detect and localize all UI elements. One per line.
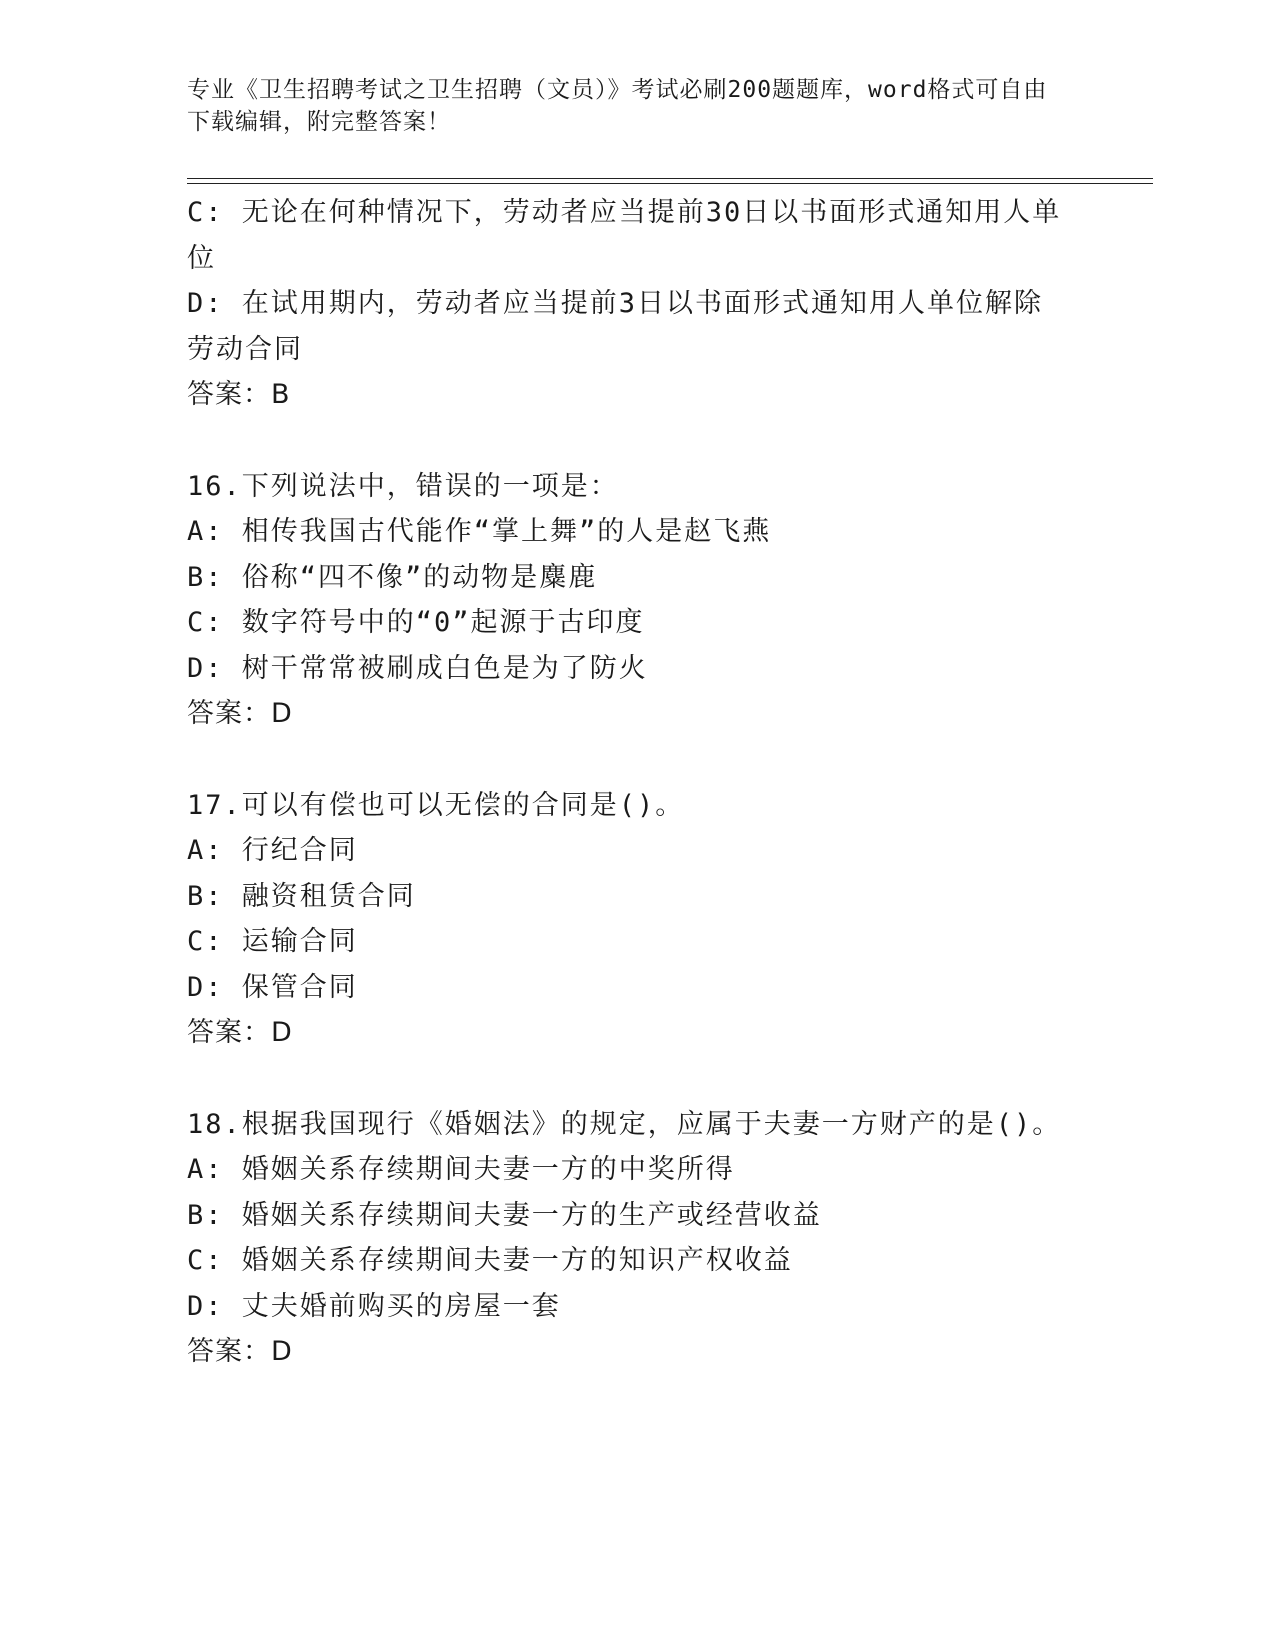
document-header: [187, 74, 1067, 138]
option-b: B: 融资租赁合同: [187, 880, 416, 912]
option-a: A: 行纪合同: [187, 835, 358, 866]
option-c: C: 婚姻关系存续期间夫妻一方的知识产权收益: [187, 1245, 793, 1276]
option-a: A: 婚姻关系存续期间夫妻一方的中奖所得: [187, 1154, 735, 1185]
question-17: [187, 783, 1087, 1056]
question-stem: 16.下列说法中，错误的一项是：: [187, 470, 619, 502]
question-stem: 17.可以有偿也可以无偿的合同是()。: [187, 789, 685, 821]
option-d: D: 保管合同: [187, 971, 358, 1003]
question-15-continued: [187, 190, 1087, 418]
option-d: D: 在试用期内，劳动者应当提前3日以书面形式通知用人单位解除劳动合同: [187, 288, 1044, 365]
option-a: A: 相传我国古代能作“掌上舞”的人是赵飞燕: [187, 516, 772, 547]
option-c: C: 运输合同: [187, 926, 358, 957]
document-body: [187, 190, 1087, 1375]
question-16: [187, 464, 1087, 737]
option-b: B: 婚姻关系存续期间夫妻一方的生产或经营收益: [187, 1199, 822, 1231]
header-rule-bottom: [187, 183, 1153, 184]
header-text: 专业《卫生招聘考试之卫生招聘（文员）》考试必刷200题题库，word格式可自由下载编辑，附完整答案！: [187, 77, 1048, 135]
option-c: C: 无论在何种情况下，劳动者应当提前30日以书面形式通知用人单位: [187, 197, 1062, 274]
header-rule-top: [187, 178, 1153, 179]
option-d: D: 丈夫婚前购买的房屋一套: [187, 1290, 561, 1322]
option-c: C: 数字符号中的“0”起源于古印度: [187, 607, 645, 638]
option-d: D: 树干常常被刷成白色是为了防火: [187, 652, 648, 684]
answer-line: 答案：D: [187, 698, 293, 729]
question-18: [187, 1102, 1087, 1375]
answer-line: 答案：D: [187, 1017, 293, 1048]
answer-line: 答案：D: [187, 1336, 293, 1367]
answer-line: 答案：B: [187, 379, 291, 410]
question-stem: 18.根据我国现行《婚姻法》的规定，应属于夫妻一方财产的是()。: [187, 1108, 1062, 1140]
option-b: B: 俗称“四不像”的动物是麋鹿: [187, 561, 598, 593]
